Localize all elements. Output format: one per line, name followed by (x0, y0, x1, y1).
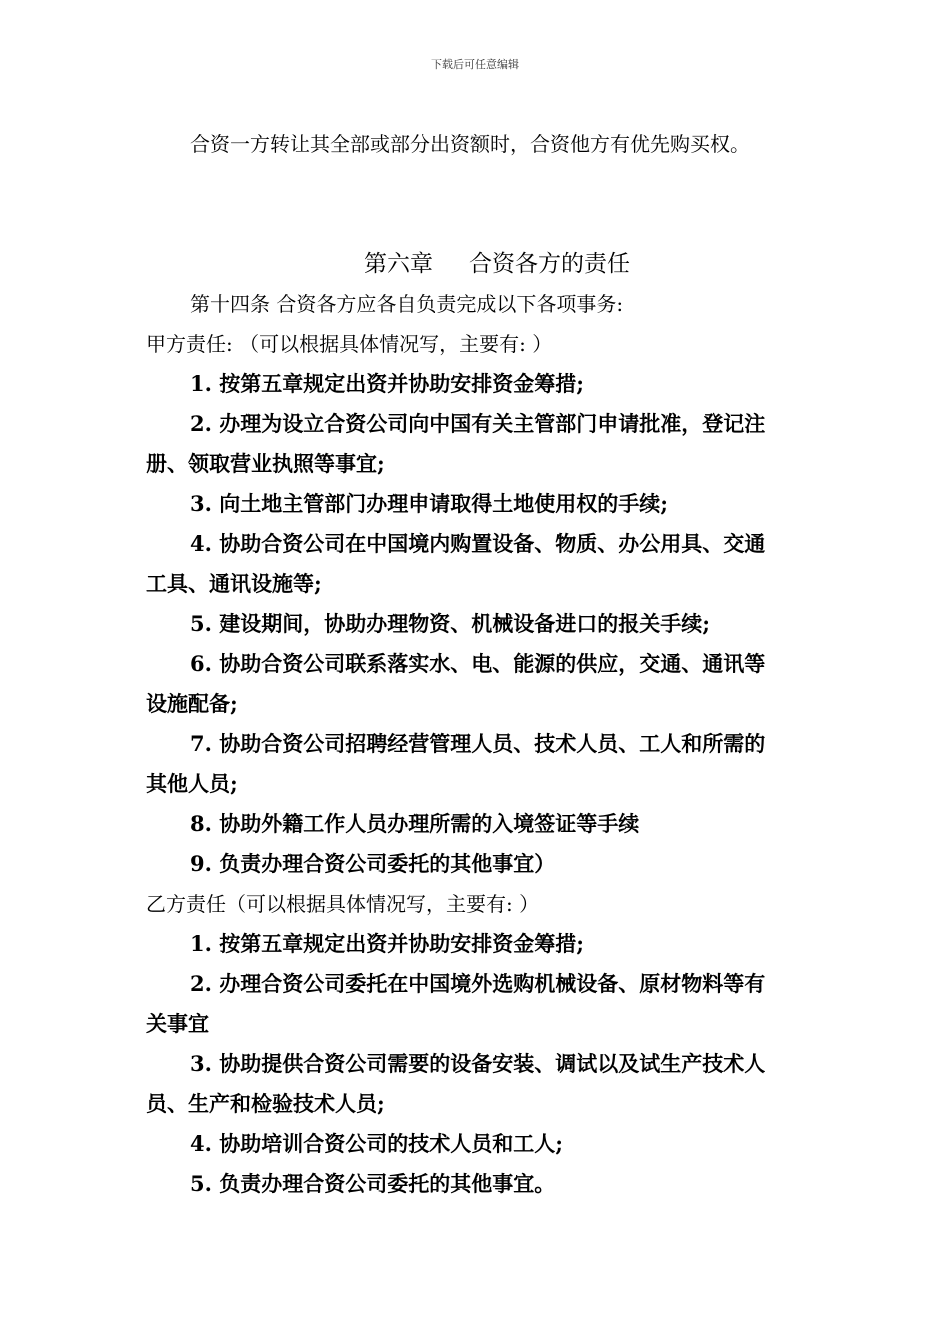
chapter-number: 第六章 (364, 251, 433, 277)
party-a-item-7: 7. 协助合资公司招聘经营管理人员、技术人员、工人和所需的 (190, 731, 766, 756)
party-a-item-9: 9. 负责办理合资公司委托的其他事宜） (190, 851, 556, 876)
article-14: 第十四条 合资各方应各自负责完成以下各项事务: (190, 292, 624, 316)
party-a-heading: 甲方责任: （可以根据具体情况写，主要有: ） (146, 332, 553, 356)
party-a-item-4-cont: 工具、通讯设施等; (146, 571, 322, 596)
intro-paragraph: 合资一方转让其全部或部分出资额时，合资他方有优先购买权。 (190, 132, 750, 156)
party-a-item-5: 5. 建设期间，协助办理物资、机械设备进口的报关手续; (190, 611, 710, 636)
party-a-item-2-cont: 册、领取营业执照等事宜; (146, 451, 385, 476)
party-b-heading: 乙方责任（可以根据具体情况写，主要有: ） (146, 892, 540, 916)
party-a-item-6-cont: 设施配备; (146, 691, 238, 716)
party-b-item-2: 2. 办理合资公司委托在中国境外选购机械设备、原材物料等有 (190, 971, 766, 996)
page-header: 下载后可任意编辑 (431, 58, 519, 71)
party-b-item-4: 4. 协助培训合资公司的技术人员和工人; (190, 1131, 563, 1156)
party-b-item-2-cont: 关事宜 (146, 1011, 209, 1036)
party-b-item-5: 5. 负责办理合资公司委托的其他事宜。 (190, 1171, 556, 1196)
party-a-item-8: 8. 协助外籍工作人员办理所需的入境签证等手续 (190, 811, 640, 836)
document-body (146, 124, 808, 1204)
party-a-item-2: 2. 办理为设立合资公司向中国有关主管部门申请批准，登记注 (190, 411, 766, 436)
party-b-item-3-cont: 员、生产和检验技术人员; (146, 1091, 385, 1116)
party-a-item-6: 6. 协助合资公司联系落实水、电、能源的供应，交通、通讯等 (190, 651, 766, 676)
party-a-item-7-cont: 其他人员; (146, 771, 238, 796)
party-b-item-3: 3. 协助提供合资公司需要的设备安装、调试以及试生产技术人 (190, 1051, 766, 1076)
party-a-item-3: 3. 向土地主管部门办理申请取得土地使用权的手续; (190, 491, 668, 516)
chapter-title (146, 244, 808, 284)
party-a-item-4: 4. 协助合资公司在中国境内购置设备、物质、办公用具、交通 (190, 531, 766, 556)
party-a-item-1: 1. 按第五章规定出资并协助安排资金筹措; (190, 371, 584, 396)
chapter-name: 合资各方的责任 (469, 251, 630, 277)
party-b-item-1: 1. 按第五章规定出资并协助安排资金筹措; (190, 931, 584, 956)
